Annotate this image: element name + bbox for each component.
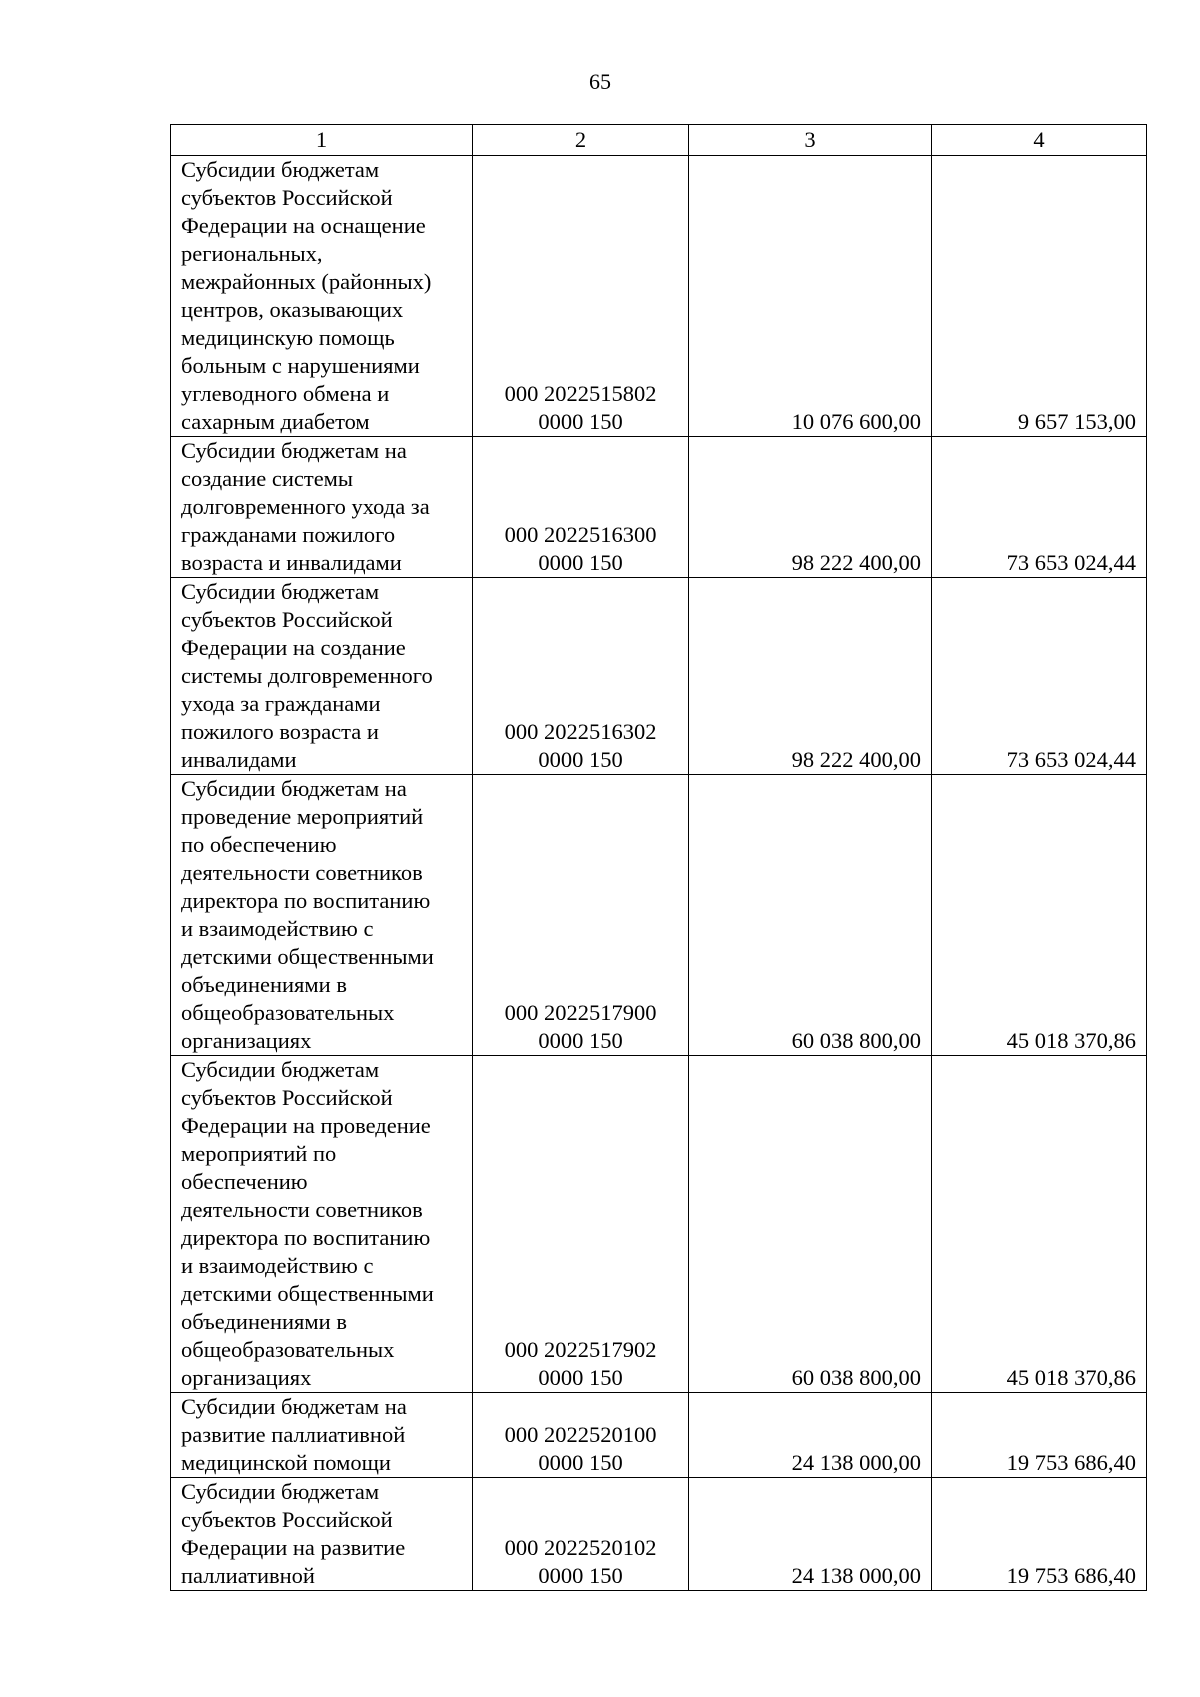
table-row xyxy=(171,437,1147,578)
row-code-cell: 000 2022515802 0000 150 xyxy=(473,156,689,437)
row-actual-cell: 73 653 024,44 xyxy=(932,578,1147,775)
row-code-cell: 000 2022520100 0000 150 xyxy=(473,1393,689,1478)
column-header: 3 xyxy=(689,125,932,156)
row-name-cell: Субсидии бюджетам на создание системы долговременного ухода за гражданами пожилого возраста и инвалидами xyxy=(171,437,473,578)
row-plan-cell: 24 138 000,00 xyxy=(689,1478,932,1591)
row-actual-cell: 45 018 370,86 xyxy=(932,775,1147,1056)
row-actual-cell: 45 018 370,86 xyxy=(932,1056,1147,1393)
row-actual-cell: 19 753 686,40 xyxy=(932,1393,1147,1478)
row-code-cell: 000 2022516302 0000 150 xyxy=(473,578,689,775)
row-plan-cell: 24 138 000,00 xyxy=(689,1393,932,1478)
row-code-cell: 000 2022517900 0000 150 xyxy=(473,775,689,1056)
row-name-cell: Субсидии бюджетам субъектов Российской Федерации на проведение мероприятий по обеспечению деятельности советников директора по воспитанию и взаимодействию с детскими общественными объединениями в общеобразовательных организациях xyxy=(171,1056,473,1393)
column-header: 1 xyxy=(171,125,473,156)
row-name-cell: Субсидии бюджетам на проведение мероприятий по обеспечению деятельности советников директора по воспитанию и взаимодействию с детскими общественными объединениями в общеобразовательных организациях xyxy=(171,775,473,1056)
column-header: 4 xyxy=(932,125,1147,156)
row-name-cell: Субсидии бюджетам субъектов Российской Федерации на создание системы долговременного ухода за гражданами пожилого возраста и инвалидами xyxy=(171,578,473,775)
budget-table xyxy=(170,124,1147,1591)
table-row xyxy=(171,578,1147,775)
row-name-cell: Субсидии бюджетам на развитие паллиативной медицинской помощи xyxy=(171,1393,473,1478)
page-number: 65 xyxy=(589,69,611,94)
table-row xyxy=(171,1056,1147,1393)
row-actual-cell: 19 753 686,40 xyxy=(932,1478,1147,1591)
row-name-cell: Субсидии бюджетам субъектов Российской Федерации на оснащение региональных, межрайонных (районных) центров, оказывающих медицинскую помощь больным с нарушениями углеводного обмена и сахарным диабетом xyxy=(171,156,473,437)
row-code-cell: 000 2022520102 0000 150 xyxy=(473,1478,689,1591)
row-plan-cell: 10 076 600,00 xyxy=(689,156,932,437)
row-actual-cell: 73 653 024,44 xyxy=(932,437,1147,578)
row-plan-cell: 60 038 800,00 xyxy=(689,775,932,1056)
table-row xyxy=(171,1393,1147,1478)
table-row xyxy=(171,1478,1147,1591)
row-name-cell: Субсидии бюджетам субъектов Российской Федерации на развитие паллиативной xyxy=(171,1478,473,1591)
row-plan-cell: 60 038 800,00 xyxy=(689,1056,932,1393)
table-header-row xyxy=(171,125,1147,156)
row-code-cell: 000 2022516300 0000 150 xyxy=(473,437,689,578)
row-code-cell: 000 2022517902 0000 150 xyxy=(473,1056,689,1393)
row-actual-cell: 9 657 153,00 xyxy=(932,156,1147,437)
row-plan-cell: 98 222 400,00 xyxy=(689,437,932,578)
table-row xyxy=(171,156,1147,437)
column-header: 2 xyxy=(473,125,689,156)
row-plan-cell: 98 222 400,00 xyxy=(689,578,932,775)
table-row xyxy=(171,775,1147,1056)
